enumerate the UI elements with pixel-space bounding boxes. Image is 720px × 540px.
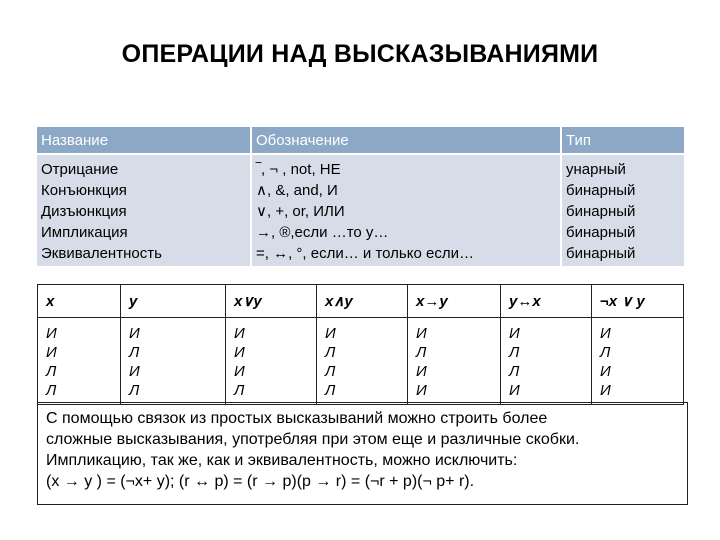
page-title: ОПЕРАЦИИ НАД ВЫСКАЗЫВАНИЯМИ xyxy=(121,40,599,68)
operations-table xyxy=(37,127,684,266)
truth-column-and xyxy=(317,318,408,405)
operation-name: Конъюнкция xyxy=(41,182,127,199)
operation-type: бинарный xyxy=(566,203,636,220)
header-type: Тип xyxy=(561,127,684,154)
truth-value: Л xyxy=(325,363,336,380)
operation-type: унарный xyxy=(566,161,626,178)
truth-value: И xyxy=(509,325,520,342)
truth-value: И xyxy=(600,363,611,380)
truth-column-y xyxy=(121,318,226,405)
operation-notation: ‾, ¬ , not, НЕ xyxy=(256,161,341,178)
truth-value: И xyxy=(600,325,611,342)
operation-type: бинарный xyxy=(566,182,636,199)
truth-column-implication xyxy=(408,318,501,405)
truth-header-and: x∧y xyxy=(317,285,408,318)
truth-value: Л xyxy=(325,382,336,399)
truth-value: И xyxy=(46,325,57,342)
operation-notation: ∨, +, or, ИЛИ xyxy=(256,203,345,220)
truth-value: Л xyxy=(509,363,520,380)
truth-column-x xyxy=(38,318,121,405)
truth-value: Л xyxy=(416,344,427,361)
truth-value: И xyxy=(416,363,427,380)
truth-column-or xyxy=(226,318,317,405)
truth-table xyxy=(37,284,684,405)
truth-value: И xyxy=(234,363,245,380)
truth-body-row xyxy=(38,318,684,405)
truth-header-row xyxy=(38,285,684,318)
explanation-line: С помощью связок из простых высказываний можно строить более xyxy=(46,410,548,427)
truth-value: Л xyxy=(234,382,245,399)
truth-header-or: x∨y xyxy=(226,285,317,318)
explanation-line: сложные высказывания, употребляя при этом еще и различные скобки. xyxy=(46,431,580,448)
truth-header-not-x-or-y: ¬x ∨ y xyxy=(592,285,684,318)
truth-header-x: x xyxy=(38,285,121,318)
operation-name: Дизъюнкция xyxy=(41,203,127,220)
operation-notation: ∧, &, and, И xyxy=(256,182,338,199)
truth-value: И xyxy=(416,325,427,342)
truth-value: И xyxy=(416,382,427,399)
types-cell xyxy=(561,154,684,266)
truth-header-equivalence: y↔x xyxy=(501,285,592,318)
truth-value: Л xyxy=(325,344,336,361)
names-cell xyxy=(37,154,251,266)
truth-value: И xyxy=(325,325,336,342)
operation-name: Отрицание xyxy=(41,161,119,178)
truth-value: И xyxy=(600,382,611,399)
header-notation: Обозначение xyxy=(251,127,561,154)
truth-value: Л xyxy=(129,344,140,361)
truth-value: И xyxy=(234,325,245,342)
operations-header-row xyxy=(37,127,684,154)
operation-notation: =, ↔, °, если… и только если… xyxy=(256,245,474,262)
operation-notation: →, ®,если …то y… xyxy=(256,224,389,241)
truth-value: Л xyxy=(46,363,57,380)
explanation-line: Импликацию, так же, как и эквивалентность, можно исключить: xyxy=(46,452,518,469)
truth-column-equivalence xyxy=(501,318,592,405)
truth-header-implication: x→y xyxy=(408,285,501,318)
truth-value: Л xyxy=(129,382,140,399)
truth-value: Л xyxy=(600,344,611,361)
operation-name: Эквивалентность xyxy=(41,245,162,262)
truth-value: И xyxy=(509,382,520,399)
operations-body-row xyxy=(37,154,684,266)
operation-type: бинарный xyxy=(566,224,636,241)
header-name: Название xyxy=(37,127,251,154)
explanation-text-box xyxy=(37,402,688,505)
truth-value: И xyxy=(234,344,245,361)
truth-value: Л xyxy=(46,382,57,399)
formula-line: (x → y ) = (¬x+ y); (r ↔ p) = (r → p)(p → r) = (¬r + p)(¬ p+ r). xyxy=(46,473,475,490)
truth-value: И xyxy=(129,325,140,342)
truth-header-y: y xyxy=(121,285,226,318)
truth-column-not-x-or-y xyxy=(592,318,684,405)
truth-value: Л xyxy=(509,344,520,361)
truth-value: И xyxy=(129,363,140,380)
notations-cell xyxy=(251,154,561,266)
operation-name: Импликация xyxy=(41,224,128,241)
operation-type: бинарный xyxy=(566,245,636,262)
truth-value: И xyxy=(46,344,57,361)
